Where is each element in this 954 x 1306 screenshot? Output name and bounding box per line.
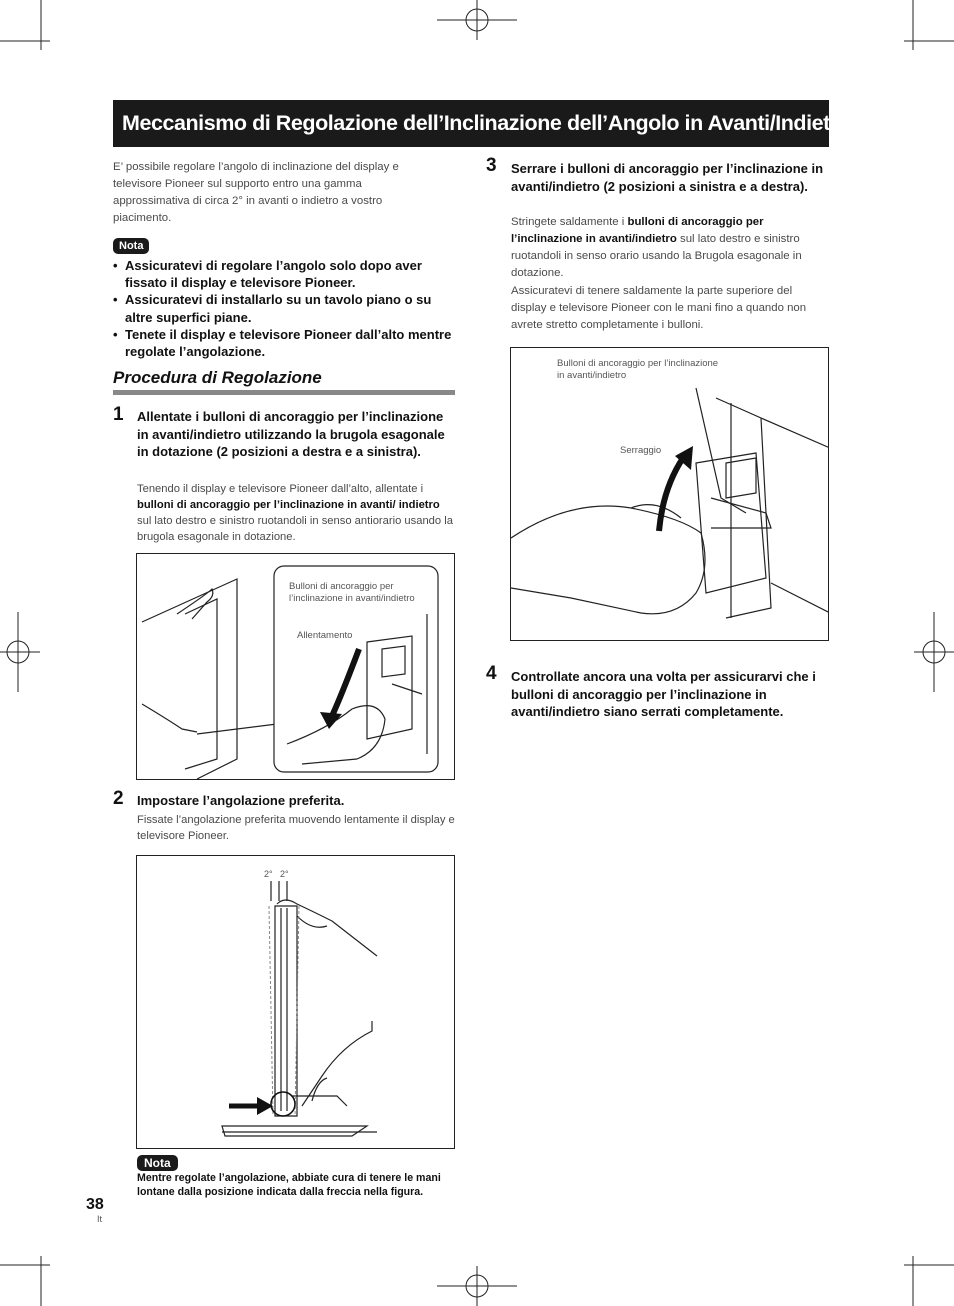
nota-badge [113,236,149,254]
step-1-body-post: sul lato destro e sinistro ruotandoli in senso antiorario usando la brugola esagonale in dotazione. [137,515,453,543]
nota-label: Nota [113,238,149,254]
tightening-illustration [511,348,829,641]
angle-right-label: 2° [280,869,289,879]
step-3-body-pre: Stringete saldamente i [511,216,628,228]
step-1-body-pre: Tenendo il display e televisore Pioneer dall’alto, allentate i [137,483,424,495]
page-title: Meccanismo di Regolazione dell’Inclinazione dell’Angolo in Avanti/Indietro [113,100,829,147]
figure-tilt-angle [136,855,455,1149]
tilt-illustration [137,856,455,1149]
step-2-body: Fissate l’angolazione preferita muovendo lentamente il display e televisore Pioneer. [137,814,455,842]
section-title: Procedura di Regolazione [113,368,455,395]
figure-tightening [510,347,829,641]
note-item: • Tenete il display e televisore Pioneer dall’alto mentre regolate l’angolazione. [113,326,457,360]
step-1-title: Allentate i bulloni di ancoraggio per l’inclinazione in avanti/indietro utilizzando la brugola esagonale in dotazione (2 posizioni a destra e a sinistra). [137,409,445,460]
fig-3-bolts-label: Bulloni di ancoraggio per l’inclinazione in avanti/indietro [557,358,719,381]
step-4-title: Controllate ancora una volta per assicurarvi che i bulloni di ancoraggio per l’inclinazione in avanti/indietro siano serrati completamente. [511,669,816,720]
fig-3-action-label: Serraggio [620,445,662,456]
language-code: It [97,1214,103,1224]
step-2-nota-label: Nota [137,1155,178,1171]
step-2-number: 2 [113,788,124,809]
step-4-number: 4 [486,663,497,684]
step-2-note-text: Mentre regolate l’angolazione, abbiate cura di tenere le mani lontane dalla posizione indicata dalla freccia nella figura. [137,1172,441,1199]
step-3-body [511,214,829,282]
fig-1-bolts-label: Bulloni di ancoraggio per l’inclinazione in avanti/indietro [289,581,415,604]
step-1-body [137,481,455,545]
step-3-body-post: sul lato destro e sinistro ruotandoli in senso orario usando la Brugola esagonale in dotazione. [511,233,802,279]
step-1-number: 1 [113,404,124,425]
fig-1-action-label: Allentamento [297,630,353,641]
step-2-title: Impostare l’angolazione preferita. [137,793,345,808]
step-3-body-2: Assicuratevi di tenere saldamente la parte superiore del display e televisore Pioneer con le mani fino a quando non avrete stretto completamente i bulloni. [511,285,807,331]
note-item: • Assicuratevi di regolare l’angolo solo dopo aver fissato il display e televisore Pioneer. [113,257,457,291]
figure-loosening [136,553,455,780]
note-item: • Assicuratevi di installarlo su un tavolo piano o su altre superfici piane. [113,291,457,325]
step-2-nota-badge [137,1154,178,1172]
page-number: 38 [86,1196,104,1213]
step-3-body-bold: bulloni di ancoraggio per l’inclinazione in avanti/indietro [511,216,764,245]
intro-text: E’ possibile regolare l’angolo di inclinazione del display e televisore Pioneer sul supporto entro una gamma approssimativa di circa 2° in avanti o indietro a vostro piacimento. [113,161,399,224]
step-1-body-bold: bulloni di ancoraggio per l’inclinazione in avanti/ indietro [137,499,440,511]
angle-left-label: 2° [264,869,273,879]
step-3-number: 3 [486,155,497,176]
step-3-title: Serrare i bulloni di ancoraggio per l’inclinazione in avanti/indietro (2 posizioni a sinistra e a destra). [511,161,824,194]
notes-list [113,257,457,360]
